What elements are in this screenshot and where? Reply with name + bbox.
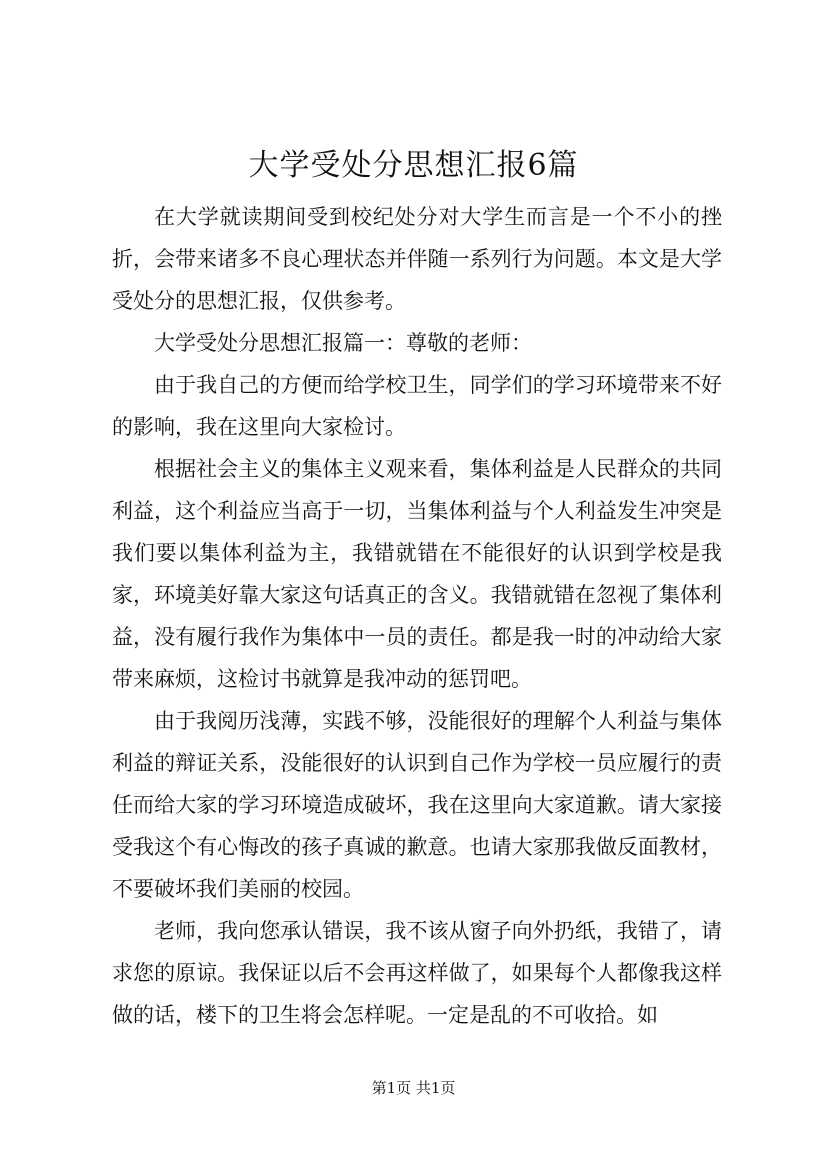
document-title: 大学受处分思想汇报6篇 (248, 148, 579, 183)
page-number-footer: 第1页 共1页 (371, 1079, 456, 1097)
paragraph: 由于我阅历浅薄，实践不够，没能很好的理解个人利益与集体利益的辩证关系，没能很好的认识到自己作为学校一员应履行的责任而给大家的学习环境造成破坏，我在这里向大家道歉。请大家接受我这个有心悔改的孩子真诚的歉意。也请大家那我做反面教材，不要破坏我们美丽的校园。 (112, 709, 722, 901)
paragraph: 在大学就读期间受到校纪处分对大学生而言是一个不小的挫折，会带来诸多不良心理状态并伴随一系列行为问题。本文是大学受处分的思想汇报，仅供参考。 (112, 205, 722, 313)
document-body (112, 196, 722, 1036)
paragraph: 大学受处分思想汇报篇一：尊敬的老师： (154, 331, 532, 355)
paragraph: 根据社会主义的集体主义观来看，集体利益是人民群众的共同利益，这个利益应当高于一切，当集体利益与个人利益发生冲突是我们要以集体利益为主，我错就错在不能很好的认识到学校是我家，环境美好靠大家这句话真正的含义。我错就错在忽视了集体利益，没有履行我作为集体中一员的责任。都是我一时的冲动给大家带来麻烦，这检讨书就算是我冲动的惩罚吧。 (112, 457, 722, 691)
paragraph: 由于我自己的方便而给学校卫生，同学们的学习环境带来不好的影响，我在这里向大家检讨。 (112, 373, 722, 439)
paragraph: 老师，我向您承认错误，我不该从窗子向外扔纸，我错了，请求您的原谅。我保证以后不会再这样做了，如果每个人都像我这样做的话，楼下的卫生将会怎样呢。一定是乱的不可收拾。如 (112, 919, 722, 1027)
